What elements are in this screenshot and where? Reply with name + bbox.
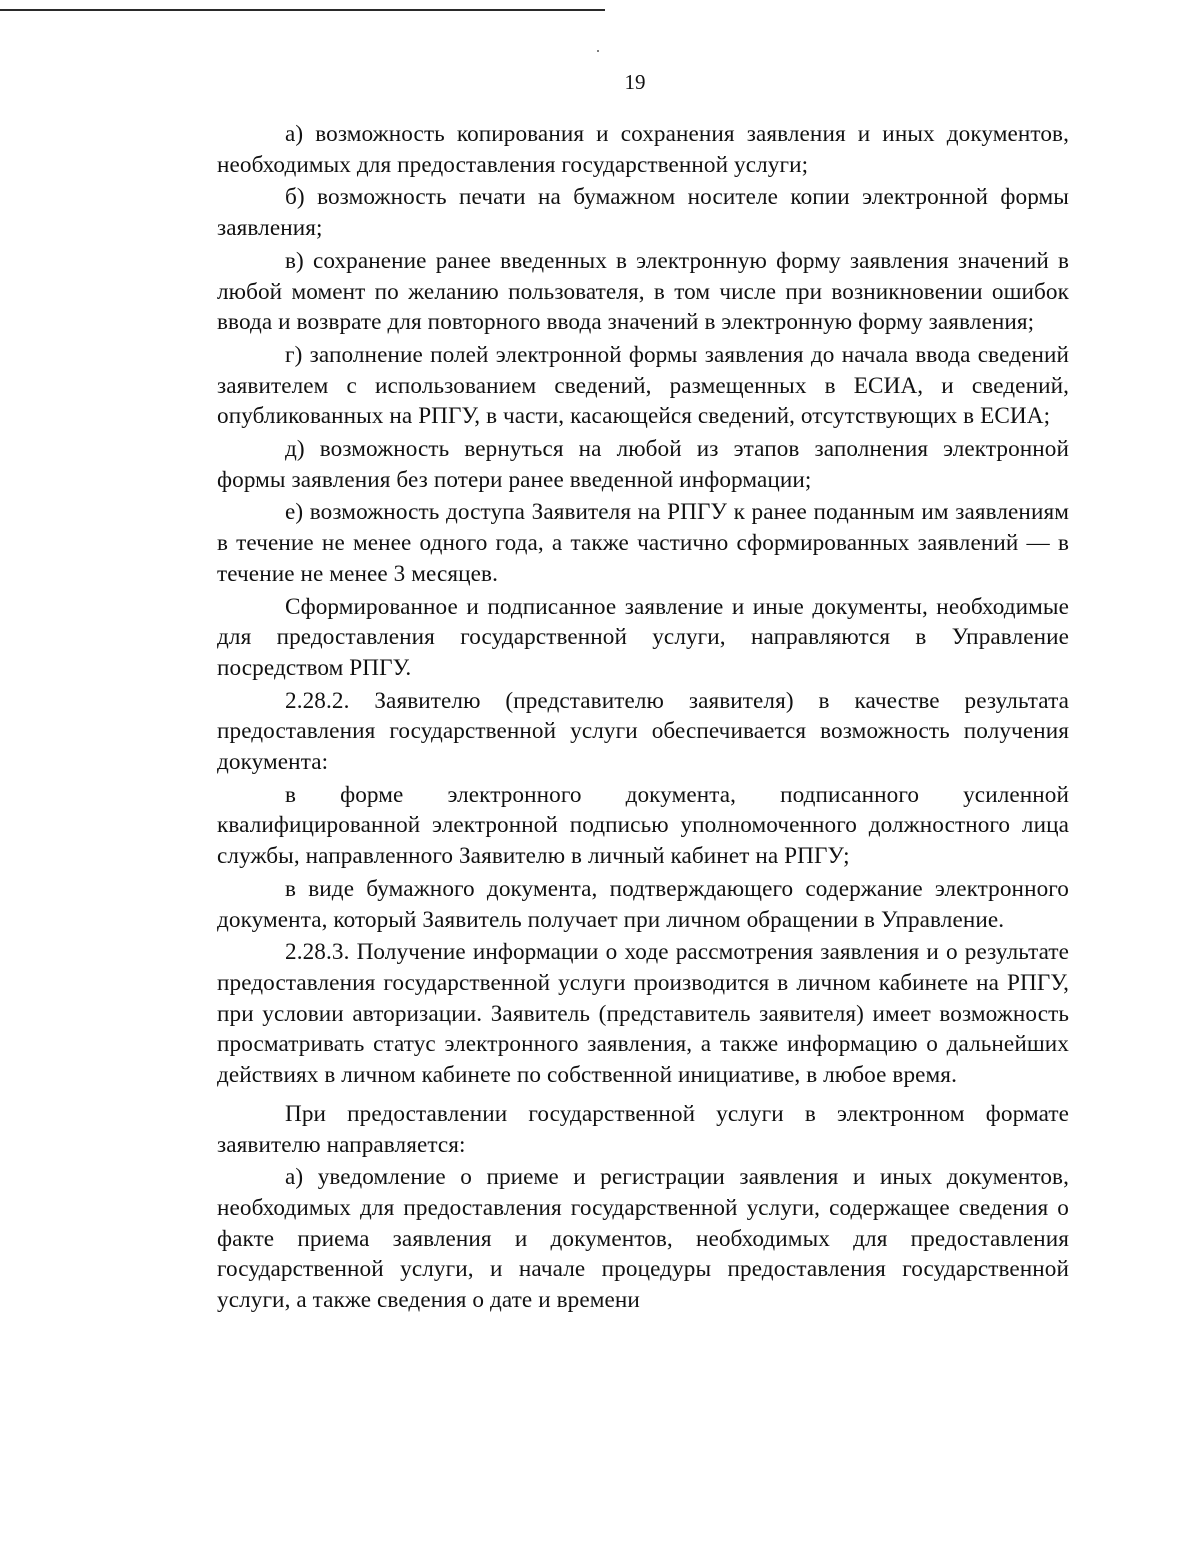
document-body (217, 119, 1069, 1318)
page-number: 19 (624, 70, 646, 94)
paragraph-c-save-values: в) сохранение ранее введенных в электронную форму заявления значений в любой момент по желанию пользователя, в том числе при возникновении ошибок ввода и возврате для повторного ввода значений в электронную форму заявления; (217, 247, 1069, 336)
scan-border-line (0, 9, 605, 11)
paragraph-b-print: б) возможность печати на бумажном носителе копии электронной формы заявления; (217, 184, 1069, 242)
scan-speck (597, 50, 599, 52)
paragraph-2-28-2: 2.28.2. Заявителю (представителю заявителя) в качестве результата предоставления государственной услуги обеспечивается возможность получения документа: (217, 687, 1069, 776)
paragraph-2-28-3: 2.28.3. Получение информации о ходе рассмотрения заявления и о результате предоставления государственной услуги производится в личном кабинете на РПГУ, при условии авторизации. Заявитель (представитель заявителя) имеет возможность просматривать статус электронного заявления, а также информацию о дальнейших действиях в личном кабинете по собственной инициативе, в любое время. (217, 939, 1069, 1089)
paragraph-d-fill-fields: г) заполнение полей электронной формы заявления до начала ввода сведений заявителем с использованием сведений, размещенных в ЕСИА, и сведений, опубликованных на РПГУ, в части, касающейся сведений, отсутствующих в ЕСИА; (217, 341, 1069, 430)
paragraph-paper-document: в виде бумажного документа, подтверждающего содержание электронного документа, который Заявитель получает при личном обращении в Управление. (217, 875, 1069, 933)
paragraph-f-access: е) возможность доступа Заявителя на РПГУ к ранее поданным им заявлениям в течение не менее одного года, а также частично сформированных заявлений — в течение не менее 3 месяцев. (217, 499, 1069, 587)
paragraph-e-return-step: д) возможность вернуться на любой из этапов заполнения электронной формы заявления без потери ранее введенной информации; (217, 436, 1069, 493)
paragraph-a-notification: а) уведомление о приеме и регистрации заявления и иных документов, необходимых для предоставления государственной услуги, содержащее сведения о факте приема заявления и документов, необходимых для предоставления государственной услуги, и начале процедуры предоставления государственной услуги, а также сведения о дате и времени (217, 1164, 1069, 1314)
paragraph-electronic-format: При предоставлении государственной услуги в электронном формате заявителю направляется: (217, 1100, 1069, 1158)
paragraph-submission: Сформированное и подписанное заявление и иные документы, необходимые для предоставления государственной услуги, направляются в Управление посредством РПГУ. (217, 593, 1069, 681)
paragraph-a-copy-save: а) возможность копирования и сохранения заявления и иных документов, необходимых для предоставления государственной услуги; (217, 121, 1069, 178)
paragraph-electronic-document: в форме электронного документа, подписанного усиленной квалифицированной электронной подписью уполномоченного должностного лица службы, направленного Заявителю в личный кабинет на РПГУ; (217, 781, 1069, 870)
